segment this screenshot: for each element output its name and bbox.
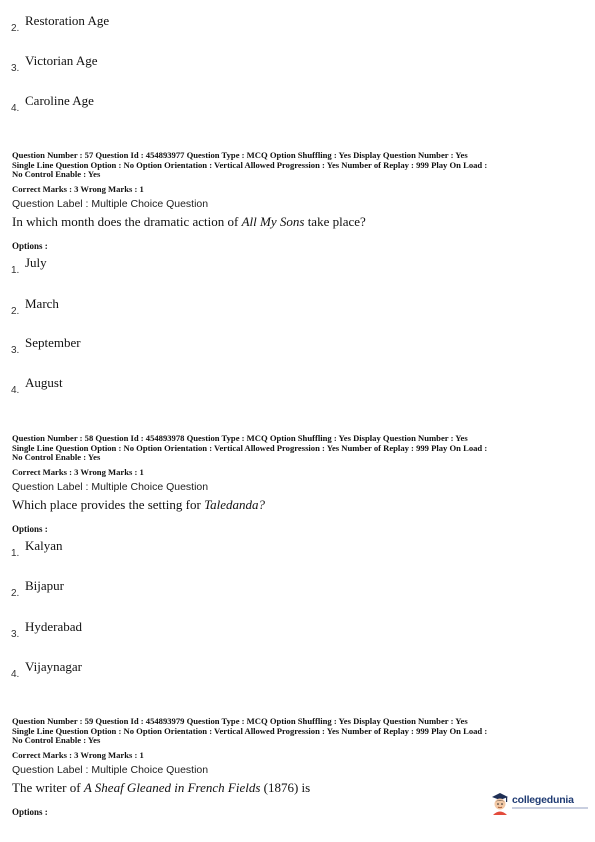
question-text-part: In which month does the dramatic action of <box>12 214 242 229</box>
option-item[interactable] <box>11 13 311 37</box>
option-number: 2. <box>11 306 20 317</box>
question-57-text <box>12 214 366 230</box>
question-text-part: The writer of <box>12 780 84 795</box>
option-item[interactable] <box>11 53 311 77</box>
option-number: 2. <box>11 588 20 599</box>
option-item[interactable] <box>11 296 311 320</box>
meta-line: Single Line Question Option : No Option Orientation : Vertical Allowed Progression : Yes Number of Replay : 999 Play On Load : <box>12 442 488 453</box>
meta-line: No Control Enable : Yes <box>12 169 101 180</box>
meta-line: Single Line Question Option : No Option Orientation : Vertical Allowed Progression : Yes Number of Replay : 999 Play On Load : <box>12 159 488 170</box>
option-number: 2. <box>11 23 20 34</box>
brand-name: collegedunia <box>512 794 574 806</box>
option-item[interactable] <box>11 538 311 562</box>
option-text: July <box>25 255 47 270</box>
question-59-text <box>12 780 310 796</box>
meta-line: No Control Enable : Yes <box>12 735 101 746</box>
question-58-text <box>12 497 265 513</box>
question-58-meta <box>12 434 587 463</box>
option-text: August <box>25 375 63 390</box>
option-item[interactable] <box>11 659 311 683</box>
question-text-title: All My Sons <box>241 214 305 229</box>
option-text: Victorian Age <box>25 53 98 68</box>
option-item[interactable] <box>11 255 311 279</box>
option-text: March <box>25 296 59 311</box>
option-item[interactable] <box>11 93 311 117</box>
question-text-part: take place? <box>304 214 366 229</box>
option-number: 4. <box>11 103 20 114</box>
question-text-part: (1876) is <box>260 780 311 795</box>
option-text: Kalyan <box>25 538 63 553</box>
collegedunia-logo[interactable] <box>490 791 590 817</box>
option-number: 1. <box>11 548 20 559</box>
meta-line: No Control Enable : Yes <box>12 452 101 463</box>
option-number: 3. <box>11 629 20 640</box>
question-59-label: Question Label : Multiple Choice Question <box>12 764 209 776</box>
option-number: 4. <box>11 669 20 680</box>
option-number: 3. <box>11 345 20 356</box>
option-number: 3. <box>11 63 20 74</box>
meta-line: Single Line Question Option : No Option Orientation : Vertical Allowed Progression : Yes Number of Replay : 999 Play On Load : <box>12 725 488 736</box>
question-58-label: Question Label : Multiple Choice Question <box>12 481 209 493</box>
option-item[interactable] <box>11 375 311 399</box>
options-label: Options : <box>12 807 48 817</box>
question-text-title: A Sheaf Gleaned in French Fields <box>83 780 261 795</box>
option-text: Bijapur <box>25 578 64 593</box>
meta-line: Question Number : 58 Question Id : 454893978 Question Type : MCQ Option Shuffling : Yes Display Question Number : Yes <box>12 433 468 443</box>
options-label: Options : <box>12 524 48 534</box>
option-item[interactable] <box>11 619 311 643</box>
meta-line: Question Number : 59 Question Id : 454893979 Question Type : MCQ Option Shuffling : Yes Display Question Number : Yes <box>12 716 468 726</box>
student-mascot-icon <box>490 791 510 815</box>
question-59-meta <box>12 717 587 746</box>
option-text: September <box>25 335 81 350</box>
option-item[interactable] <box>11 578 311 602</box>
option-number: 4. <box>11 385 20 396</box>
option-text: Caroline Age <box>25 93 94 108</box>
option-item[interactable] <box>11 335 311 359</box>
option-number: 1. <box>11 265 20 276</box>
question-57-label: Question Label : Multiple Choice Question <box>12 198 209 210</box>
question-57-meta <box>12 151 587 180</box>
options-label: Options : <box>12 241 48 251</box>
option-text: Vijaynagar <box>25 659 82 674</box>
question-57-marks: Correct Marks : 3 Wrong Marks : 1 <box>12 184 144 194</box>
meta-line: Question Number : 57 Question Id : 454893977 Question Type : MCQ Option Shuffling : Yes Display Question Number : Yes <box>12 150 468 160</box>
question-text-part: Which place provides the setting for <box>12 497 205 512</box>
option-text: Hyderabad <box>25 619 83 634</box>
brand-tagline-bar <box>512 807 588 809</box>
question-text-title: Taledanda? <box>204 497 265 512</box>
option-text: Restoration Age <box>25 13 110 28</box>
question-58-marks: Correct Marks : 3 Wrong Marks : 1 <box>12 467 144 477</box>
question-59-marks: Correct Marks : 3 Wrong Marks : 1 <box>12 750 144 760</box>
